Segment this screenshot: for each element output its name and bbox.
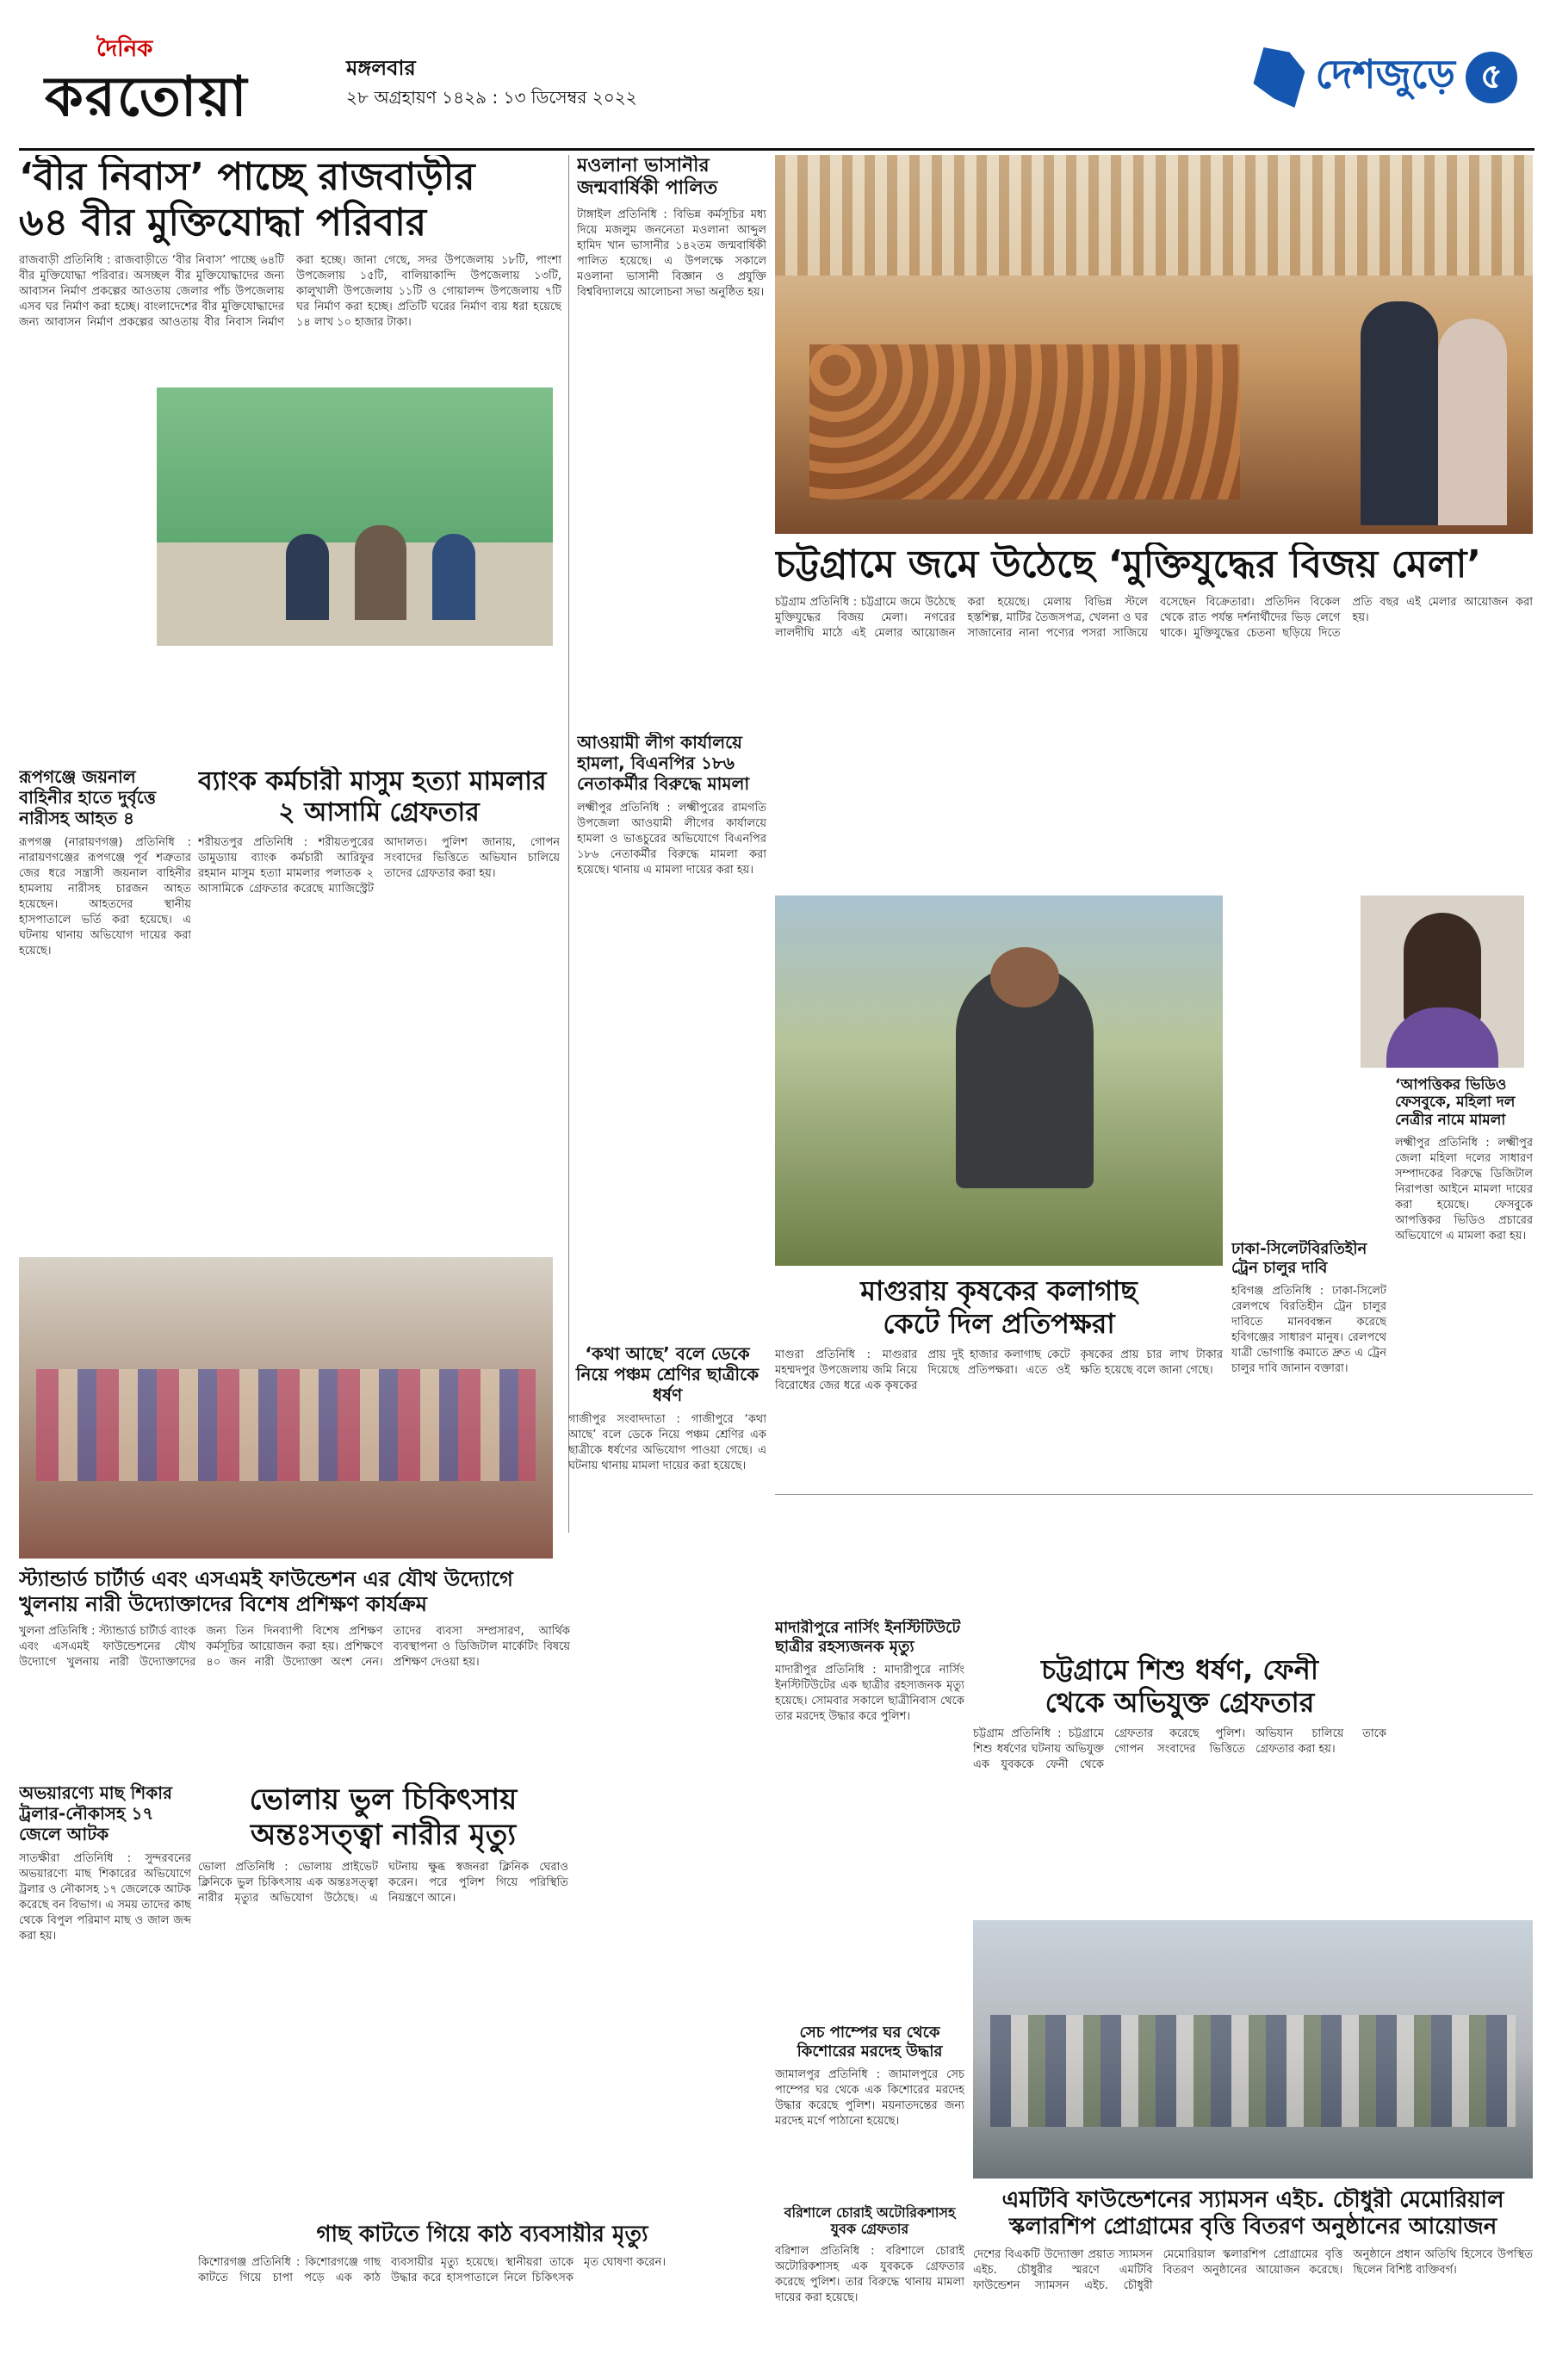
article-bir-nibas <box>19 155 561 758</box>
article-nursing <box>775 1619 964 2015</box>
article-body: মাগুরা প্রতিনিধি : মাগুরার মহম্মদপুর উপজেলায় জমি নিয়ে বিরোধের জের ধরে এক কৃষকের প্রায় দুই হাজার কলাগাছ কেটে দিয়েছে প্রতিপক্ষরা। এতে ওই কৃষকের প্রায় চার লাখ টাকার ক্ষতি হয়েছে বলে জানা গেছে। <box>775 1348 1223 1392</box>
headline: ‘আপত্তিকর ভিডিও ফেসবুকে, মহিলা দল নেত্রীর নামে মামলা <box>1395 1076 1516 1129</box>
headline: মাদারীপুরে নার্সিং ইনস্টিটিউটে ছাত্রীর রহস্যজনক মৃত্যু <box>775 1619 961 1656</box>
column-rule <box>568 155 569 1533</box>
headline-line2: খুলনায় নারী উদ্যোক্তাদের বিশেষ প্রশিক্ষণ কার্যক্রম <box>19 1591 427 1616</box>
headline-line1: ব্যাংক কর্মচারী মাসুম হত্যা মামলার <box>198 766 547 796</box>
article-body: বরিশাল প্রতিনিধি : বরিশালে চোরাই অটোরিকশাসহ এক যুবককে গ্রেফতার করেছে পুলিশ। তার বিরুদ্ধে থানায় মামলা দায়ের করা হয়েছে। <box>775 2245 964 2305</box>
article-body: রাজবাড়ী প্রতিনিধি : রাজবাড়ীতে ‘বীর নিবাস’ পাচ্ছে ৬৪টি বীর মুক্তিযোদ্ধা পরিবার। অসচ্ছল বীর মুক্তিযোদ্ধাদের জন্য আবাসন নির্মাণ প্রকল্পের আওতায় জেলার পাঁচ উপজেলায় এসব ঘর নির্মাণ করা হচ্ছে। বাংলাদেশের বীর মুক্তিযোদ্ধাদের জন্য আবাসন নির্মাণ প্রকল্পের আওতায় বীর নিবাস নির্মাণ করা হচ্ছে। জানা গেছে, সদর উপজেলায় ১৮টি, পাংশা উপজেলায় ১৫টি, বালিয়াকান্দি উপজেলায় ১৩টি, কালুখালী উপজেলায় ১১টি ও গোয়ালন্দ উপজেলায় ৭টি ঘর নির্মাণ করা হচ্ছে। প্রতিটি ঘরের নির্মাণ ব্যয় ধরা হয়েছে ১৪ লাখ ১০ হাজার টাকা। <box>19 253 561 329</box>
newspaper-logo <box>45 26 329 129</box>
article-mtb <box>973 2187 1533 2368</box>
article-body: গাজীপুর সংবাদদাতা : গাজীপুরে ‘কথা আছে’ বলে ডেকে নিয়ে পঞ্চম শ্রেণির এক ছাত্রীকে ধর্ষণের অভিযোগ পাওয়া গেছে। এ ঘটনায় থানায় মামলা দায়ের করা হয়েছে। <box>568 1413 766 1472</box>
headline-line2: স্কলারশিপ প্রোগ্রামের বৃত্তি বিতরণ অনুষ্ঠানের আয়োজন <box>1008 2214 1497 2241</box>
headline: মওলানা ভাসানীর জন্মবার্ষিকী পালিত <box>577 155 718 200</box>
headline-line1: ‘বীর নিবাস’ পাচ্ছে রাজবাড়ীর <box>19 155 475 199</box>
page-number: ৫ <box>1466 52 1517 103</box>
headline <box>19 155 561 246</box>
article-body: চট্টগ্রাম প্রতিনিধি : চট্টগ্রামে জমে উঠেছে মুক্তিযুদ্ধের বিজয় মেলা। নগরের লালদীঘি মাঠে এই মেলার আয়োজন করা হয়েছে। মেলায় বিভিন্ন স্টলে হস্তশিল্প, মাটির তৈজসপত্র, খেলনা ও ঘর সাজানোর নানা পণ্যের পসরা সাজিয়ে বসেছেন বিক্রেতারা। প্রতিদিন বিকেল থেকে রাত পর্যন্ত দর্শনার্থীদের ভিড় লেগে থাকে। মুক্তিযুদ্ধের চেতনা ছড়িয়ে দিতে প্রতি বছর এই মেলার আয়োজন করা হয়। <box>775 595 1533 640</box>
headline: ‘কথা আছে’ বলে ডেকে নিয়ে পঞ্চম শ্রেণির ছাত্রীকে ধর্ষণ <box>575 1343 760 1405</box>
headline-line1: চট্টগ্রামে শিশু ধর্ষণ, ফেনী <box>1040 1653 1319 1686</box>
row-rule <box>775 1494 1533 1495</box>
headline: গাছ কাটতে গিয়ে কাঠ ব্যবসায়ীর মৃত্যু <box>316 2222 648 2247</box>
bangladesh-map-icon <box>1253 47 1305 108</box>
article-bhola <box>198 1782 568 2213</box>
article-body: শরীয়তপুর প্রতিনিধি : শরীয়তপুরের ডামুড্যায় ব্যাংক কর্মচারী আরিফুর রহমান মাসুম হত্যা মামলার পলাতক ২ আসামিকে গ্রেফতার করেছে ম্যাজিস্ট্রেট আদালত। পুলিশ জানায়, গোপন সংবাদের ভিত্তিতে অভিযান চালিয়ে তাদের গ্রেফতার করা হয়। <box>198 836 560 896</box>
headline: ঢাকা-সিলেটবিরতিহীন ট্রেন চালুর দাবি <box>1231 1240 1367 1277</box>
article-body: চট্টগ্রাম প্রতিনিধি : চট্টগ্রামে শিশু ধর্ষণের ঘটনায় অভিযুক্ত এক যুবককে ফেনী থেকে গ্রেফতার করেছে পুলিশ। গোপন সংবাদের ভিত্তিতে অভিযান চালিয়ে তাকে গ্রেফতার করা হয়। <box>973 1726 1386 1771</box>
woman-portrait-photo <box>1361 896 1524 1068</box>
article-body: কিশোরগঞ্জ প্রতিনিধি : কিশোরগঞ্জে গাছ কাটতে গিয়ে চাপা পড়ে এক কাঠ ব্যবসায়ীর মৃত্যু হয়েছে। স্থানীয়রা তাকে উদ্ধার করে হাসপাতালে নিলে চিকিৎসক মৃত ঘোষণা করেন। <box>198 2256 666 2285</box>
headline-line2: অন্তঃসত্ত্বা নারীর মৃত্যু <box>250 1817 517 1852</box>
dateline <box>346 53 637 112</box>
headline <box>198 766 560 828</box>
article-body: রূপগঞ্জ (নারায়ণগঞ্জ) প্রতিনিধি : নারায়ণগঞ্জের রূপগঞ্জে পূর্ব শত্রুতার জের ধরে সন্ত্রাসী জয়নাল বাহিনীর হামলায় নারীসহ চারজন আহত হয়েছেন। আহতদের স্থানীয় হাসপাতালে ভর্তি করা হয়েছে। এ ঘটনায় থানায় অভিযোগ দায়ের করা হয়েছে। <box>19 836 191 958</box>
headline <box>973 1653 1386 1720</box>
article-farmer <box>775 1274 1223 1481</box>
headline-line2: কেটে দিল প্রতিপক্ষরা <box>883 1307 1115 1341</box>
vijay-mela-photo <box>775 155 1533 534</box>
article-barishal <box>775 2204 964 2368</box>
article-septic <box>775 2024 964 2196</box>
headline <box>973 2187 1533 2241</box>
article-standard-chartered <box>19 1567 570 1774</box>
article-train <box>1231 1240 1386 1498</box>
article-body: দেশের বিএকটি উদ্যোক্তা প্রয়াত স্যামসন এইচ. চৌধুরীর স্মরণে এমটিবি ফাউন্ডেশন স্যামসন এইচ. চৌধুরী মেমোরিয়াল স্কলারশিপ প্রোগ্রামের বৃত্তি বিতরণ অনুষ্ঠানের আয়োজন করেছে। অনুষ্ঠানে প্রধান অতিথি হিসেবে উপস্থিত ছিলেন বিশিষ্ট ব্যক্তিবর্গ। <box>973 2248 1533 2293</box>
article-body: মাদারীপুর প্রতিনিধি : মাদারীপুরে নার্সিং ইনস্টিটিউটের এক ছাত্রীর রহস্যজনক মৃত্যু হয়েছে। সোমবার সকালে ছাত্রীনিবাস থেকে তার মরদেহ উদ্ধার করে পুলিশ। <box>775 1664 964 1724</box>
training-group-photo <box>19 1257 553 1559</box>
article-kotha <box>568 1343 766 2032</box>
headline: সেচ পাম্পের ঘর থেকে কিশোরের মরদেহ উদ্ধার <box>797 2024 943 2061</box>
headline <box>19 1567 570 1617</box>
headline-line1: ভোলায় ভুল চিকিৎসায় <box>249 1782 518 1817</box>
article-awami-league <box>577 732 766 1352</box>
headline <box>198 1782 568 1853</box>
section-tag <box>1253 43 1517 112</box>
scholarship-group-photo <box>973 1920 1533 2179</box>
headline: আওয়ামী লীগ কার্যালয়ে হামলা, বিএনপির ১৮৬ নেতাকর্মীর বিরুদ্ধে মামলা <box>577 732 750 794</box>
headline: চট্টগ্রামে জমে উঠেছে ‘মুক্তিযুদ্ধের বিজয় মেলা’ <box>775 542 1482 586</box>
headline-line1: স্ট্যান্ডার্ড চার্টার্ড এবং এসএমই ফাউন্ডেশন এর যৌথ উদ্যোগে <box>19 1567 513 1591</box>
logo-small: দৈনিক <box>96 36 153 62</box>
headline-line1: এমটিবি ফাউন্ডেশনের স্যামসন এইচ. চৌধুরী মেমোরিয়াল <box>1001 2187 1504 2213</box>
headline <box>775 1274 1223 1341</box>
article-body: টাঙ্গাইল প্রতিনিধি : বিভিন্ন কর্মসূচির মধ্য দিয়ে মজলুম জননেতা মওলানা আব্দুল হামিদ খান ভাসানীর ১৪২তম জন্মবার্ষিকী পালিত হয়েছে। এ উপলক্ষে সকালে মওলানা ভাসানী বিজ্ঞান ও প্রযুক্তি বিশ্ববিদ্যালয়ে আলোচনা সভা অনুষ্ঠিত হয়। <box>577 208 766 299</box>
headline: বরিশালে চোরাই অটোরিকশাসহ যুবক গ্রেফতার <box>784 2204 956 2238</box>
article-body: লক্ষ্মীপুর প্রতিনিধি : লক্ষ্মীপুরের রামগতি উপজেলা আওয়ামী লীগের কার্যালয়ে হামলা ও ভাঙচুরের অভিযোগে বিএনপির ১৮৬ নেতাকর্মীর বিরুদ্ধে মামলা করা হয়েছে। থানায় এ মামলা দায়ের করা হয়। <box>577 802 766 877</box>
article-body: খুলনা প্রতিনিধি : স্ট্যান্ডার্ড চার্টার্ড ব্যাংক এবং এসএমই ফাউন্ডেশনের যৌথ উদ্যোগে খুলনায় নারী উদ্যোক্তাদের জন্য তিন দিনব্যাপী বিশেষ প্রশিক্ষণ কর্মসূচির আয়োজন করা হয়। প্রশিক্ষণে ৪০ জন নারী উদ্যোক্তা অংশ নেন। তাদের ব্যবসা সম্প্রসারণ, আর্থিক ব্যবস্থাপনা ও ডিজিটাল মার্কেটিং বিষয়ে প্রশিক্ষণ দেওয়া হয়। <box>19 1624 570 1669</box>
headline-line2: ৬৪ বীর মুক্তিযোদ্ধা পরিবার <box>19 200 427 245</box>
logo-big: করতোয়া <box>45 65 249 129</box>
dateline-day: মঙ্গলবার <box>346 56 416 80</box>
article-vijay-mela <box>775 542 1533 758</box>
article-tree <box>198 2222 766 2368</box>
article-bank-murder <box>198 766 560 1240</box>
article-body: লক্ষ্মীপুর প্রতিনিধি : লক্ষ্মীপুর জেলা মহিলা দলের সাধারণ সম্পাদকের বিরুদ্ধে ডিজিটাল নিরাপত্তা আইনে মামলা দায়ের করা হয়েছে। ফেসবুকে আপত্তিকর ভিডিও প্রচারের অভিযোগে এ মামলা করা হয়। <box>1395 1137 1533 1243</box>
article-body: সাতক্ষীরা প্রতিনিধি : সুন্দরবনের অভয়ারণ্যে মাছ শিকারের অভিযোগে ট্রলার ও নৌকাসহ ১৭ জেলেকে আটক করেছে বন বিভাগ। এ সময় তাদের কাছ থেকে বিপুল পরিমাণ মাছ ও জাল জব্দ করা হয়। <box>19 1852 191 1943</box>
article-rupganj <box>19 766 191 1240</box>
article-body: ভোলা প্রতিনিধি : ভোলায় প্রাইভেট ক্লিনিকে ভুল চিকিৎসায় এক অন্তঃসত্ত্বা নারীর মৃত্যুর অভিযোগ উঠেছে। এ ঘটনায় ক্ষুব্ধ স্বজনরা ক্লিনিক ঘেরাও করেন। পরে পুলিশ গিয়ে পরিস্থিতি নিয়ন্ত্রণে আনে। <box>198 1860 568 1905</box>
section-label: দেশজুড়ে <box>1315 51 1455 97</box>
headline: অভয়ারণ্যে মাছ শিকার ট্রলার-নৌকাসহ ১৭ জেলে আটক <box>19 1782 173 1844</box>
article-body: হবিগঞ্জ প্রতিনিধি : ঢাকা-সিলেট রেলপথে বিরতিহীন ট্রেন চালুর দাবিতে মানববন্ধন করেছে হবিগঞ্জের সাধারণ মানুষ। রেলপথে যাত্রী ভোগান্তি কমাতে দ্রুত এ ট্রেন চালুর দাবি জানান বক্তারা। <box>1231 1285 1386 1376</box>
article-body: জামালপুর প্রতিনিধি : জামালপুরে সেচ পাম্পের ঘর থেকে এক কিশোরের মরদেহ উদ্ধার করেছে পুলিশ। ময়নাতদন্তের জন্য মরদেহ মর্গে পাঠানো হয়েছে। <box>775 2068 964 2129</box>
bir-nibas-photo <box>157 387 553 646</box>
masthead <box>19 19 1534 151</box>
article-child-abuse <box>973 1653 1386 1912</box>
article-fishing <box>19 1782 191 2368</box>
headline-line1: মাগুরায় কৃষকের কলাগাছ <box>860 1274 1138 1307</box>
headline-line2: ২ আসামি গ্রেফতার <box>278 797 480 827</box>
farmer-photo <box>775 896 1223 1266</box>
article-facebook <box>1395 1076 1533 1645</box>
headline: রূপগঞ্জে জয়নাল বাহিনীর হাতে দুর্বৃত্তে নারীসহ আহত ৪ <box>19 766 157 828</box>
headline-line2: থেকে অভিযুক্ত গ্রেফতার <box>1045 1686 1315 1720</box>
article-bhasani <box>577 155 766 723</box>
dateline-date: ২৮ অগ্রহায়ণ ১৪২৯ : ১৩ ডিসেম্বর ২০২২ <box>346 87 637 108</box>
